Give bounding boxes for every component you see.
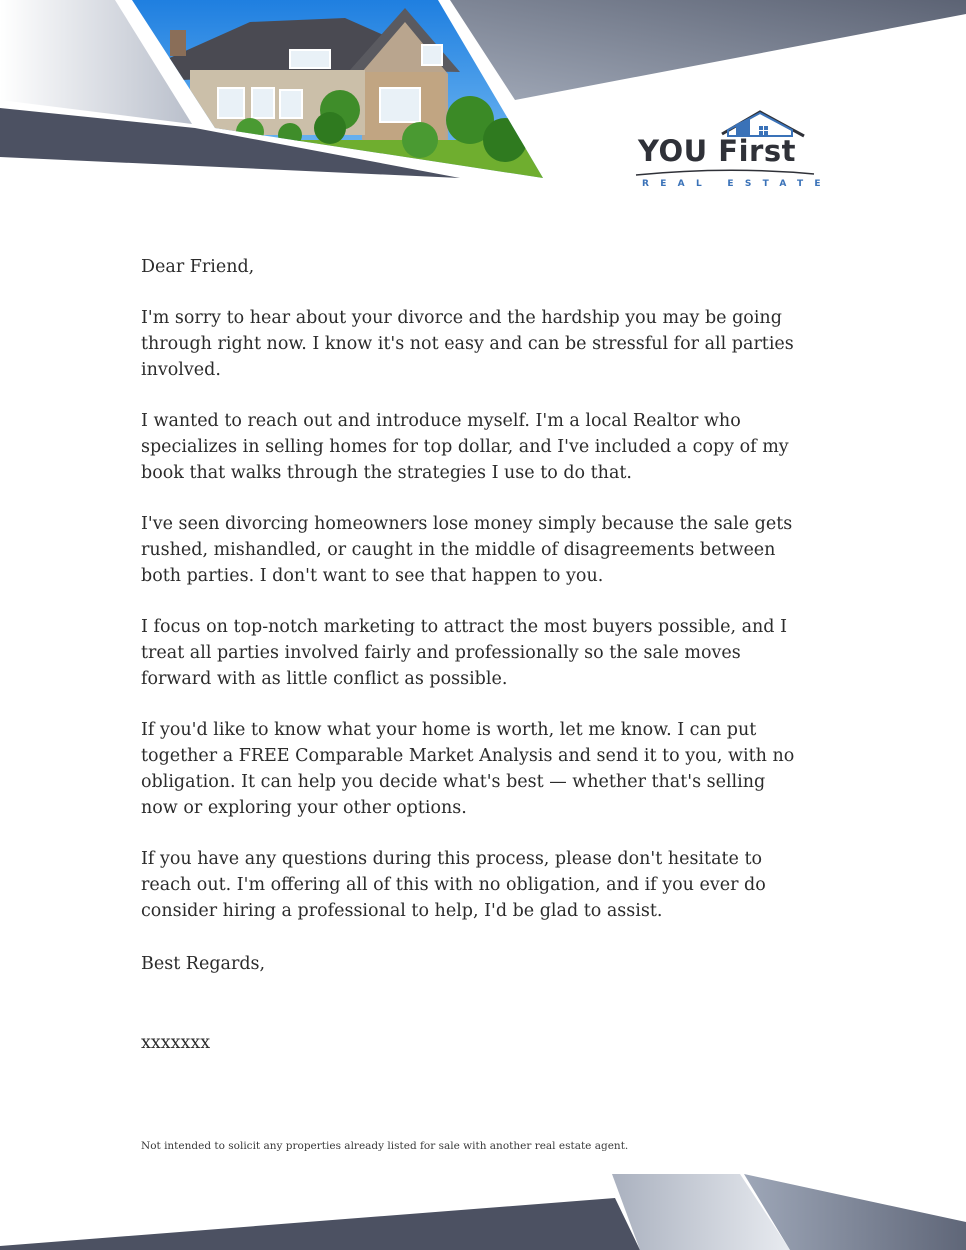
right-gray-panel — [450, 0, 966, 100]
brand-tagline: REAL ESTATE — [642, 179, 832, 189]
paragraph: If you have any questions during this process, please don't hesitate to reach out. I'm offering all of this with no obligation, and if you ever do consider hiring a professional to help, I'd be glad to assist. — [141, 849, 766, 921]
paragraph: I wanted to reach out and introduce myself. I'm a local Realtor who specializes in selling homes for top dollar, and I've included a copy of my book that walks through the strategies I use to do that. — [141, 411, 789, 483]
disclaimer: Not intended to solicit any properties already listed for sale with another real estate agent. — [141, 1140, 629, 1152]
closing: Best Regards, — [141, 954, 266, 974]
signature: xxxxxxx — [141, 1033, 211, 1053]
salutation: Dear Friend, — [141, 257, 255, 277]
paragraph: I'm sorry to hear about your divorce and the hardship you may be going through right now. I know it's not easy and can be stressful for all parties involved. — [141, 308, 794, 380]
paragraph: If you'd like to know what your home is worth, let me know. I can put together a FREE Comparable Market Analysis and send it to you, with no obligation. It can help you decide what's best — whether that's selling now or exploring your other options. — [141, 720, 795, 818]
brand-logo — [632, 108, 832, 193]
brand-name: YOU First — [638, 134, 796, 168]
footer-dark-band — [0, 1198, 640, 1250]
paragraph: I focus on top-notch marketing to attract the most buyers possible, and I treat all parties involved fairly and professionally so the sale moves forward with as little conflict as possible. — [141, 617, 787, 689]
footer-decoration — [0, 1160, 966, 1250]
paragraph: I've seen divorcing homeowners lose money simply because the sale gets rushed, mishandled, or caught in the middle of disagreements between both parties. I don't want to see that happen to you. — [141, 514, 793, 586]
letter-body — [141, 254, 806, 949]
